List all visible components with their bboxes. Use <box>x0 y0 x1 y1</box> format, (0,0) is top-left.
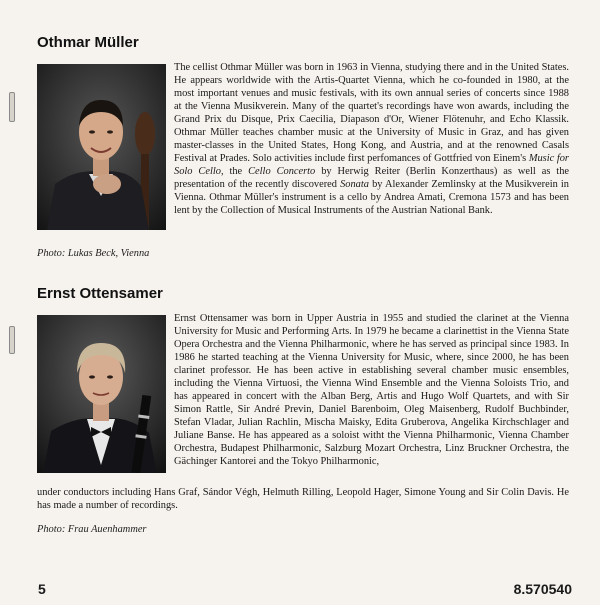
biography-ottensamer-side: Ernst Ottensamer was born in Upper Austria in 1955 and studied the clarinet at the Vienna University for Music and Performing Arts. In 1979 he became a clarinettist in the Vienna State Opera Orchestra and the Vienna Philharmonic, where he has served as principal since 1983. In 1986 he started teaching at the Vienna University for Music, where, since 2000, he has been clarinet professor. He has been active in establishing several chamber music ensembles, including the Vienna Virtuosi, the Vienna Wind Ensemble and the Vienna Soloists Trio, and has appeared in concert with the Alban Berg, Artis and Hugo Wolf Quartets, and with Sir Simon Rattle, Sir André Previn, Daniel Barenboim, Oleg Maisenberg, Rudolf Buchbinder, Stefan Vladar, Julian Rachlin, Mischa Maisky, Edita Gruberova, Angelika Kirchschlager and Juliane Banse. He has appeared as a soloist witht the Vienna Philharmonic, Vienna Chamber Orchestra, Budapest Philharmonic, Salzburg Mozart Orchestra, Linz Bruckner Orchestra, the Gächinger Kantorei and the Tokyo Philharmonic, <box>174 313 569 467</box>
work-title: Music for Solo Cello <box>174 153 569 177</box>
staple-top <box>9 92 15 122</box>
catalog-number: 8.570540 <box>513 581 572 597</box>
work-title: Sonata <box>340 179 369 190</box>
page-number: 5 <box>38 581 46 597</box>
portrait-photo-ottensamer <box>37 315 166 473</box>
artist-name-ottensamer: Ernst Ottensamer <box>37 285 163 302</box>
bio-text-part: The cellist Othmar Müller was born in 1963 in Vienna, studying there and in the United States. He appears worldwide with the Artis-Quartet Vienna, which he co-founded in 1980, at the most important venues and music festivals, with its own annual series of concerts since 1988 at the Vienna Musikverein. Many of the quartet's recordings have won awards, including the Grand Prix du Disque, Prix Caecilia, Diapason d'Or, Wiener Flötenuhr, and Echo Klassik. Othmar Müller teaches chamber music at the University of Music in Graz, and has given master-classes in the United States, Hong Kong, and Austria, and at the renowned Casals Festival at Prades. Solo activities include first perfomances of Gottfried von Einem's <box>174 62 569 164</box>
photo-credit-muller: Photo: Lukas Beck, Vienna <box>37 248 150 259</box>
bio-text-part: , the <box>220 166 249 177</box>
bio-text-part: by Herwig Reiter (Berlin Konzerthaus) as well as the presentation of the recently discovered <box>174 166 569 190</box>
staple-bottom <box>9 326 15 354</box>
biography-muller <box>174 61 569 217</box>
bio-text-part: by Alexander Zemlinsky at the Musikverein in Vienna. Othmar Müller's instrument is a cello by Andrea Amati, Cremona 1573 and has been lent by the Collection of Musical Instruments of the Austrian National Bank. <box>174 179 569 216</box>
cellist-portrait-image <box>37 64 166 230</box>
work-title: Cello Concerto <box>248 166 316 177</box>
portrait-photo-muller <box>37 64 166 230</box>
biography-ottensamer-full: under conductors including Hans Graf, Sándor Végh, Helmuth Rilling, Leopold Hager, Simone Young and Sir Colin Davis. He has made a number of recordings. <box>37 487 569 511</box>
clarinettist-portrait-image <box>37 315 166 473</box>
photo-credit-ottensamer: Photo: Frau Auenhammer <box>37 524 147 535</box>
artist-name-muller: Othmar Müller <box>37 34 139 51</box>
